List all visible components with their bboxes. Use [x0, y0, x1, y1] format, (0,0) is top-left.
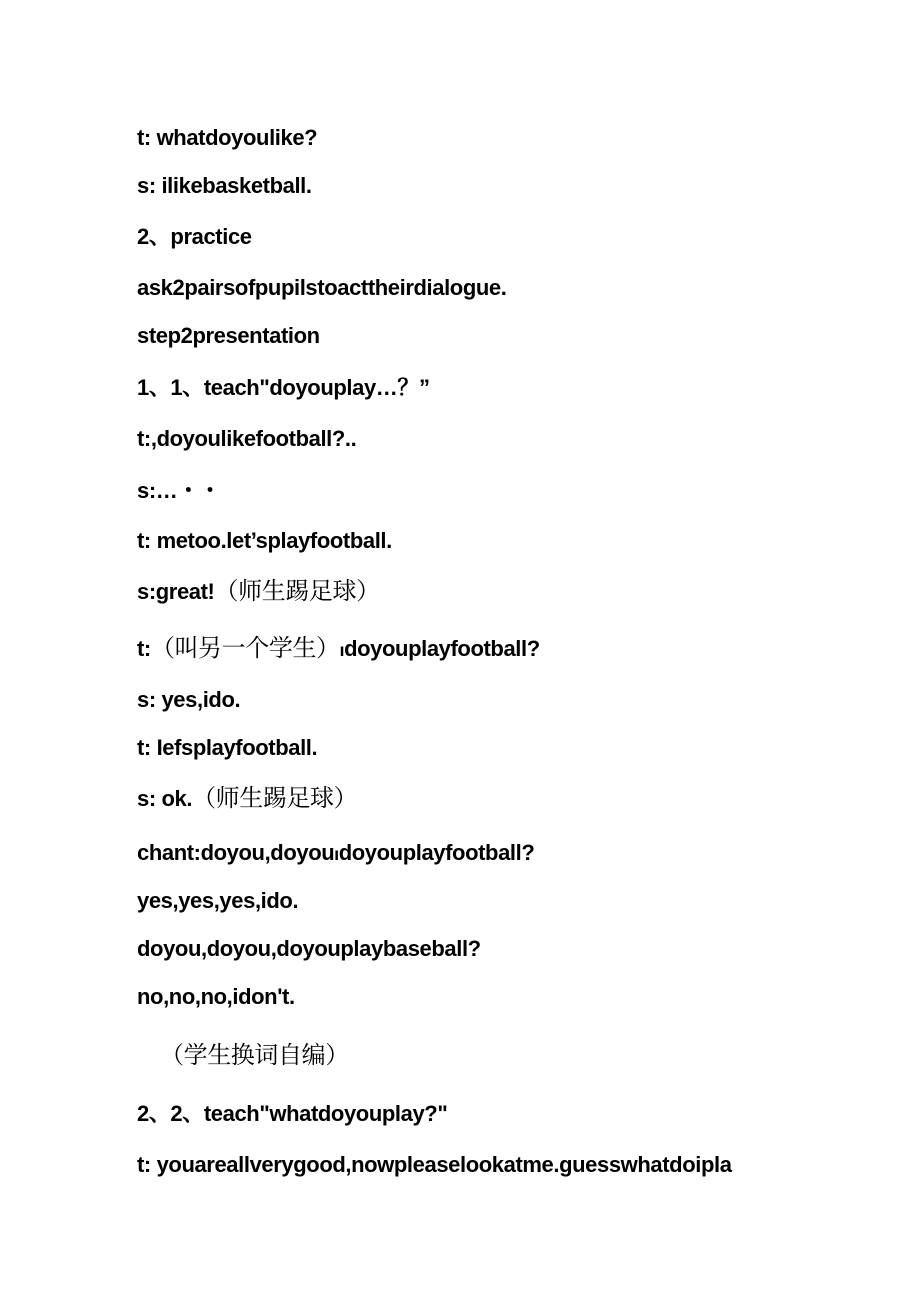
section-heading-practice: 2、practice	[137, 224, 252, 249]
dialogue-line: t: youareallverygood,nowpleaselookatme.guesswhatdoipla	[137, 1152, 732, 1177]
chant-line: doyou,doyou,doyouplaybaseball?	[137, 936, 481, 961]
teach-heading-1: 1、1、teach"doyouplay…？”	[137, 375, 430, 400]
chant-line: no,no,no,idon't.	[137, 984, 295, 1009]
step-heading: step2presentation	[137, 323, 320, 348]
stage-note: （师生踢足球）	[192, 784, 358, 812]
stage-note: （师生踢足球）	[214, 577, 380, 605]
dialogue-line: t:,doyoulikefootball?..	[137, 426, 357, 451]
dialogue-text: s: ok.	[137, 786, 193, 811]
instruction-line: ask2pairsofpupilstoacttheirdialogue.	[137, 275, 507, 300]
dialogue-line	[137, 633, 540, 664]
dialogue-text: t:	[137, 636, 151, 661]
dialogue-line-student-answer: s: ilikebasketball.	[137, 173, 312, 198]
dialogue-line: s:…・・	[137, 478, 221, 503]
dialogue-line: s: yes,ido.	[137, 687, 241, 712]
stage-note: （学生换词自编）	[160, 1041, 349, 1069]
chant-line: yes,yes,yes,ido.	[137, 888, 299, 913]
dialogue-line	[137, 576, 380, 607]
stage-note: （叫另一个学生）	[150, 634, 340, 662]
dialogue-text: ₗdoyouplayfootball?	[339, 636, 540, 661]
chant-line: chant:doyou,doyouₗdoyouplayfootball?	[137, 840, 535, 865]
dialogue-line	[137, 783, 357, 814]
stage-note-line	[160, 1040, 349, 1071]
dialogue-line-teacher-question: t: whatdoyoulike?	[137, 125, 318, 150]
dialogue-line: t: metoo.let’splayfootball.	[137, 528, 392, 553]
dialogue-text: s:great!	[137, 579, 215, 604]
dialogue-line: t: Iefsplayfootball.	[137, 735, 318, 760]
teach-heading-2: 2、2、teach"whatdoyouplay?"	[137, 1101, 448, 1126]
